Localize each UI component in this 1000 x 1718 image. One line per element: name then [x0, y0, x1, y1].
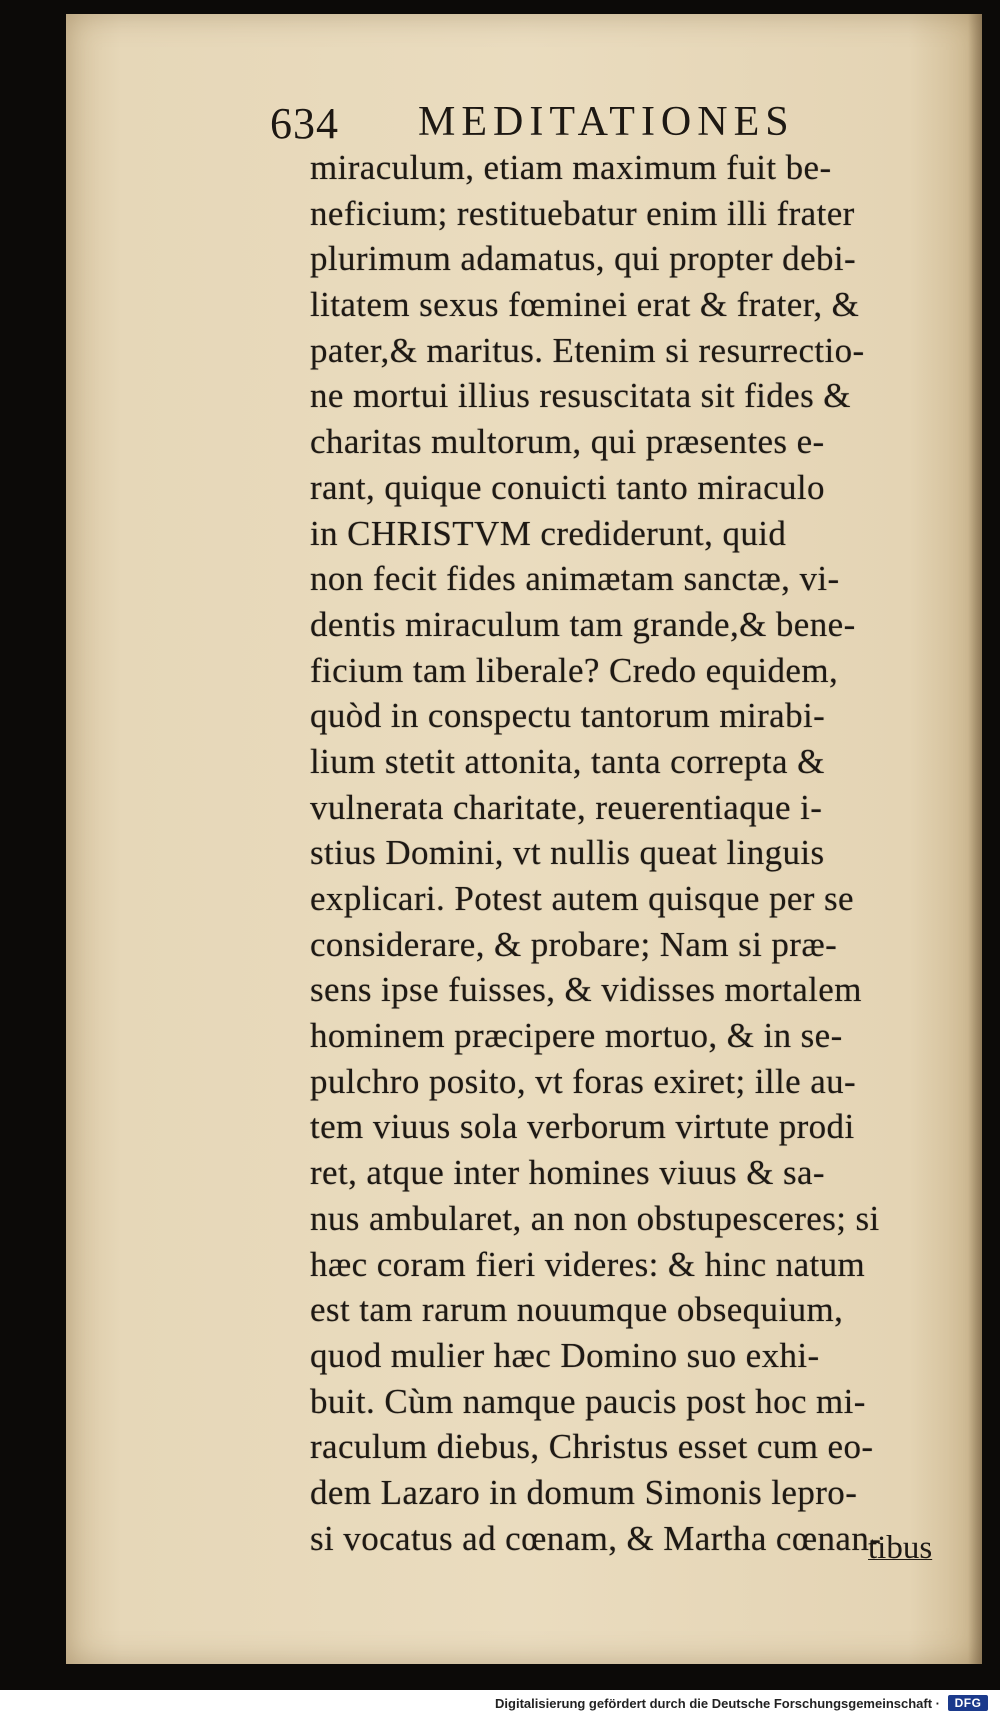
text-line: stius Domini, vt nullis queat linguis — [310, 833, 825, 873]
text-line: neficium; restituebatur enim illi frater — [310, 193, 855, 233]
text-line: explicari. Potest autem quisque per se — [310, 879, 854, 918]
body-text — [310, 145, 910, 1561]
text-line: nus ambularet, an non obstupesceres; si — [310, 1198, 880, 1238]
catchword: tibus — [868, 1530, 933, 1566]
text-line: lium stetit attonita, tanta correpta & — [310, 741, 825, 781]
footer-strip — [0, 1690, 1000, 1718]
text-line: ficium tam liberale? Credo equidem, — [310, 650, 839, 690]
text-line: buit. Cùm namque paucis post hoc mi- — [310, 1381, 866, 1421]
text-line: plurimum adamatus, qui propter debi- — [310, 239, 857, 279]
text-line: quod mulier hæc Domino suo exhi- — [310, 1335, 820, 1375]
text-line: charitas multorum, qui præsentes e- — [310, 422, 825, 462]
text-line: hæc coram fieri videres: & hinc natum — [310, 1244, 866, 1284]
text-line: in CHRISTVM crediderunt, quid — [310, 513, 787, 553]
text-line: pulchro posito, vt foras exiret; ille au- — [310, 1061, 857, 1101]
page-edge-shadow — [968, 14, 982, 1664]
text-line: si vocatus ad cœnam, & Martha cœnan- — [310, 1518, 882, 1558]
text-line: miraculum, etiam maximum fuit be- — [310, 148, 832, 187]
text-line: est tam rarum nouumque obsequium, — [310, 1290, 844, 1330]
text-line: ne mortui illius resuscitata sit fides & — [310, 376, 851, 416]
text-line: non fecit fides animætam sanctæ, vi- — [310, 559, 840, 599]
text-line: rant, quique conuicti tanto miraculo — [310, 467, 825, 507]
text-line: sens ipse fuisses, & vidisses mortalem — [310, 970, 862, 1010]
text-line: quòd in conspectu tantorum mirabi- — [310, 696, 826, 736]
text-line: dem Lazaro in domum Simonis lepro- — [310, 1472, 858, 1512]
text-line: pater,& maritus. Etenim si resurrectio- — [310, 330, 865, 370]
text-line: raculum diebus, Christus esset cum eo- — [310, 1427, 874, 1467]
running-title: MEDITATIONES — [418, 99, 795, 145]
text-line: vulnerata charitate, reuerentiaque i- — [310, 787, 823, 827]
text-line: tem viuus sola verborum virtute prodi — [310, 1107, 855, 1147]
text-line: dentis miraculum tam grande,& bene- — [310, 604, 856, 644]
text-line: litatem sexus fœminei erat & frater, & — [310, 285, 860, 325]
text-line: considerare, & probare; Nam si præ- — [310, 924, 838, 964]
funding-credit: Digitalisierung gefördert durch die Deutsche Forschungsgemeinschaft · — [495, 1696, 940, 1711]
page-number: 634 — [270, 99, 339, 148]
text-line: ret, atque inter homines viuus & sa- — [310, 1153, 825, 1193]
dfg-logo[interactable]: DFG — [948, 1695, 988, 1711]
text-line: hominem præcipere mortuo, & in se- — [310, 1016, 843, 1056]
